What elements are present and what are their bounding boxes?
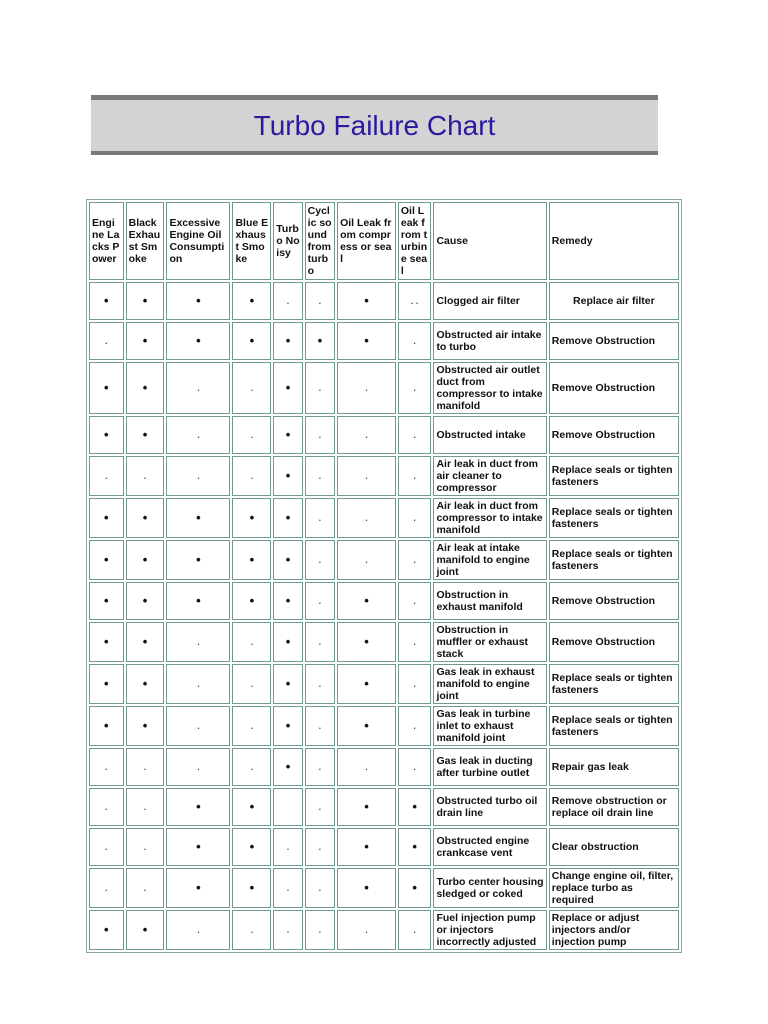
- turbo-failure-table: [86, 199, 682, 953]
- cause-cell: Fuel injection pump or injectors incorrectly adjusted: [433, 910, 546, 950]
- symptom-mark: .: [232, 664, 271, 704]
- symptom-mark: .: [305, 540, 335, 580]
- symptom-mark: •: [337, 788, 396, 826]
- column-header: Black Exhaust Smoke: [126, 202, 165, 280]
- cause-cell: Turbo center housing sledged or coked: [433, 868, 546, 908]
- column-header: Blue Exhaust Smoke: [232, 202, 271, 280]
- symptom-mark: .: [305, 456, 335, 496]
- table-row: [89, 828, 679, 866]
- symptom-mark: . .: [398, 282, 432, 320]
- symptom-mark: •: [126, 362, 165, 414]
- column-header-remedy: Remedy: [549, 202, 679, 280]
- symptom-mark: .: [166, 706, 230, 746]
- remedy-cell: Remove Obstruction: [549, 362, 679, 414]
- symptom-mark: •: [232, 788, 271, 826]
- table-row: [89, 282, 679, 320]
- column-header: Engine Lacks Power: [89, 202, 124, 280]
- symptom-mark: .: [398, 416, 432, 454]
- symptom-mark: .: [166, 748, 230, 786]
- cause-cell: Obstructed engine crankcase vent: [433, 828, 546, 866]
- symptom-mark: .: [398, 540, 432, 580]
- cause-cell: Gas leak in turbine inlet to exhaust manifold joint: [433, 706, 546, 746]
- symptom-mark: .: [305, 910, 335, 950]
- symptom-mark: [273, 788, 302, 826]
- symptom-mark: •: [273, 362, 302, 414]
- column-header: Oil Leak from turbine seal: [398, 202, 432, 280]
- symptom-mark: .: [232, 622, 271, 662]
- symptom-mark: .: [398, 362, 432, 414]
- symptom-mark: •: [337, 706, 396, 746]
- table-row: [89, 540, 679, 580]
- symptom-mark: .: [398, 456, 432, 496]
- cause-cell: Obstruction in exhaust manifold: [433, 582, 546, 620]
- symptom-mark: •: [273, 664, 302, 704]
- symptom-mark: •: [273, 540, 302, 580]
- remedy-cell: Replace seals or tighten fasteners: [549, 540, 679, 580]
- table-row: [89, 582, 679, 620]
- column-header: Oil Leak from compress or seal: [337, 202, 396, 280]
- symptom-mark: •: [126, 498, 165, 538]
- symptom-mark: •: [232, 868, 271, 908]
- symptom-mark: •: [166, 828, 230, 866]
- symptom-mark: •: [337, 582, 396, 620]
- remedy-cell: Change engine oil, filter, replace turbo as required: [549, 868, 679, 908]
- column-header: Turbo Noisy: [273, 202, 302, 280]
- symptom-mark: •: [273, 706, 302, 746]
- symptom-mark: •: [89, 664, 124, 704]
- symptom-mark: •: [89, 540, 124, 580]
- symptom-mark: •: [126, 282, 165, 320]
- symptom-mark: •: [337, 828, 396, 866]
- table-row: [89, 322, 679, 360]
- symptom-mark: .: [126, 788, 165, 826]
- symptom-mark: •: [126, 322, 165, 360]
- symptom-mark: .: [398, 322, 432, 360]
- symptom-mark: •: [89, 706, 124, 746]
- column-header-cause: Cause: [433, 202, 546, 280]
- symptom-mark: .: [305, 582, 335, 620]
- column-header: Cyclic sound from turbo: [305, 202, 335, 280]
- remedy-cell: Replace or adjust injectors and/or injection pump: [549, 910, 679, 950]
- symptom-mark: .: [89, 748, 124, 786]
- symptom-mark: •: [89, 498, 124, 538]
- symptom-mark: .: [337, 748, 396, 786]
- cause-cell: Gas leak in exhaust manifold to engine joint: [433, 664, 546, 704]
- symptom-mark: •: [126, 540, 165, 580]
- symptom-mark: •: [126, 416, 165, 454]
- symptom-mark: .: [166, 456, 230, 496]
- column-header: Excessive Engine Oil Consumption: [166, 202, 230, 280]
- symptom-mark: .: [305, 664, 335, 704]
- symptom-mark: .: [305, 748, 335, 786]
- table-row: [89, 868, 679, 908]
- symptom-mark: .: [232, 910, 271, 950]
- symptom-mark: .: [166, 664, 230, 704]
- symptom-mark: •: [126, 910, 165, 950]
- remedy-cell: Replace seals or tighten fasteners: [549, 456, 679, 496]
- symptom-mark: •: [337, 664, 396, 704]
- symptom-mark: .: [126, 868, 165, 908]
- remedy-cell: Replace seals or tighten fasteners: [549, 664, 679, 704]
- table-row: [89, 910, 679, 950]
- symptom-mark: •: [126, 622, 165, 662]
- symptom-mark: .: [273, 282, 302, 320]
- table-row: [89, 788, 679, 826]
- remedy-cell: Remove Obstruction: [549, 582, 679, 620]
- symptom-mark: •: [89, 582, 124, 620]
- symptom-mark: •: [398, 788, 432, 826]
- title-banner: [91, 95, 658, 155]
- symptom-mark: .: [166, 362, 230, 414]
- symptom-mark: .: [305, 828, 335, 866]
- cause-cell: Clogged air filter: [433, 282, 546, 320]
- table-row: [89, 456, 679, 496]
- symptom-mark: .: [337, 362, 396, 414]
- symptom-mark: •: [273, 582, 302, 620]
- symptom-mark: •: [232, 582, 271, 620]
- symptom-mark: •: [166, 322, 230, 360]
- symptom-mark: .: [89, 828, 124, 866]
- symptom-mark: •: [166, 498, 230, 538]
- symptom-mark: .: [398, 498, 432, 538]
- remedy-cell: Remove obstruction or replace oil drain line: [549, 788, 679, 826]
- cause-cell: Air leak in duct from compressor to intake manifold: [433, 498, 546, 538]
- symptom-mark: •: [273, 748, 302, 786]
- symptom-mark: .: [89, 456, 124, 496]
- symptom-mark: .: [273, 910, 302, 950]
- cause-cell: Obstructed air intake to turbo: [433, 322, 546, 360]
- cause-cell: Obstructed air outlet duct from compressor to intake manifold: [433, 362, 546, 414]
- symptom-mark: •: [126, 582, 165, 620]
- symptom-mark: .: [337, 910, 396, 950]
- symptom-mark: •: [337, 622, 396, 662]
- symptom-mark: •: [166, 788, 230, 826]
- table-row: [89, 706, 679, 746]
- table-row: [89, 622, 679, 662]
- symptom-mark: .: [126, 748, 165, 786]
- symptom-mark: .: [166, 622, 230, 662]
- symptom-mark: •: [273, 498, 302, 538]
- symptom-mark: •: [166, 582, 230, 620]
- symptom-mark: •: [273, 622, 302, 662]
- symptom-mark: .: [305, 868, 335, 908]
- symptom-mark: •: [166, 282, 230, 320]
- remedy-cell: Remove Obstruction: [549, 322, 679, 360]
- symptom-mark: •: [126, 706, 165, 746]
- symptom-mark: .: [305, 706, 335, 746]
- remedy-cell: Remove Obstruction: [549, 622, 679, 662]
- symptom-mark: •: [273, 416, 302, 454]
- table-header-row: [89, 202, 679, 280]
- table-row: [89, 664, 679, 704]
- symptom-mark: .: [232, 456, 271, 496]
- page-title: Turbo Failure Chart: [253, 109, 496, 141]
- remedy-cell: Remove Obstruction: [549, 416, 679, 454]
- symptom-mark: •: [337, 322, 396, 360]
- symptom-mark: .: [398, 622, 432, 662]
- remedy-cell: Replace seals or tighten fasteners: [549, 706, 679, 746]
- symptom-mark: .: [337, 540, 396, 580]
- symptom-mark: •: [232, 498, 271, 538]
- symptom-mark: •: [126, 664, 165, 704]
- symptom-mark: •: [273, 322, 302, 360]
- symptom-mark: .: [305, 416, 335, 454]
- symptom-mark: •: [305, 322, 335, 360]
- cause-cell: Air leak at intake manifold to engine joint: [433, 540, 546, 580]
- symptom-mark: .: [166, 416, 230, 454]
- symptom-mark: .: [89, 868, 124, 908]
- symptom-mark: .: [126, 828, 165, 866]
- symptom-mark: .: [305, 282, 335, 320]
- symptom-mark: •: [398, 868, 432, 908]
- symptom-mark: .: [398, 706, 432, 746]
- symptom-mark: •: [232, 282, 271, 320]
- symptom-mark: •: [232, 540, 271, 580]
- symptom-mark: •: [166, 868, 230, 908]
- symptom-mark: .: [337, 456, 396, 496]
- remedy-cell: Repair gas leak: [549, 748, 679, 786]
- symptom-mark: •: [232, 828, 271, 866]
- symptom-mark: .: [232, 416, 271, 454]
- cause-cell: Obstruction in muffler or exhaust stack: [433, 622, 546, 662]
- remedy-cell: Clear obstruction: [549, 828, 679, 866]
- symptom-mark: .: [89, 788, 124, 826]
- symptom-mark: .: [273, 828, 302, 866]
- symptom-mark: .: [305, 622, 335, 662]
- symptom-mark: .: [126, 456, 165, 496]
- remedy-cell: Replace seals or tighten fasteners: [549, 498, 679, 538]
- symptom-mark: •: [232, 322, 271, 360]
- symptom-mark: •: [89, 622, 124, 662]
- symptom-mark: .: [398, 748, 432, 786]
- symptom-mark: .: [232, 362, 271, 414]
- symptom-mark: •: [89, 910, 124, 950]
- symptom-mark: .: [273, 868, 302, 908]
- symptom-mark: •: [89, 282, 124, 320]
- symptom-mark: .: [337, 498, 396, 538]
- symptom-mark: .: [337, 416, 396, 454]
- symptom-mark: .: [398, 910, 432, 950]
- cause-cell: Gas leak in ducting after turbine outlet: [433, 748, 546, 786]
- symptom-mark: •: [337, 868, 396, 908]
- symptom-mark: •: [166, 540, 230, 580]
- symptom-mark: .: [305, 788, 335, 826]
- symptom-mark: •: [273, 456, 302, 496]
- cause-cell: Obstructed intake: [433, 416, 546, 454]
- remedy-cell: Replace air filter: [549, 282, 679, 320]
- symptom-mark: .: [398, 582, 432, 620]
- cause-cell: Obstructed turbo oil drain line: [433, 788, 546, 826]
- symptom-mark: .: [166, 910, 230, 950]
- table-body: [89, 282, 679, 950]
- symptom-mark: .: [305, 498, 335, 538]
- symptom-mark: .: [89, 322, 124, 360]
- symptom-mark: .: [398, 664, 432, 704]
- table-row: [89, 748, 679, 786]
- cause-cell: Air leak in duct from air cleaner to compressor: [433, 456, 546, 496]
- symptom-mark: .: [232, 748, 271, 786]
- symptom-mark: •: [89, 416, 124, 454]
- table-row: [89, 362, 679, 414]
- table-row: [89, 416, 679, 454]
- symptom-mark: .: [232, 706, 271, 746]
- symptom-mark: •: [337, 282, 396, 320]
- symptom-mark: •: [89, 362, 124, 414]
- table-row: [89, 498, 679, 538]
- symptom-mark: .: [305, 362, 335, 414]
- symptom-mark: •: [398, 828, 432, 866]
